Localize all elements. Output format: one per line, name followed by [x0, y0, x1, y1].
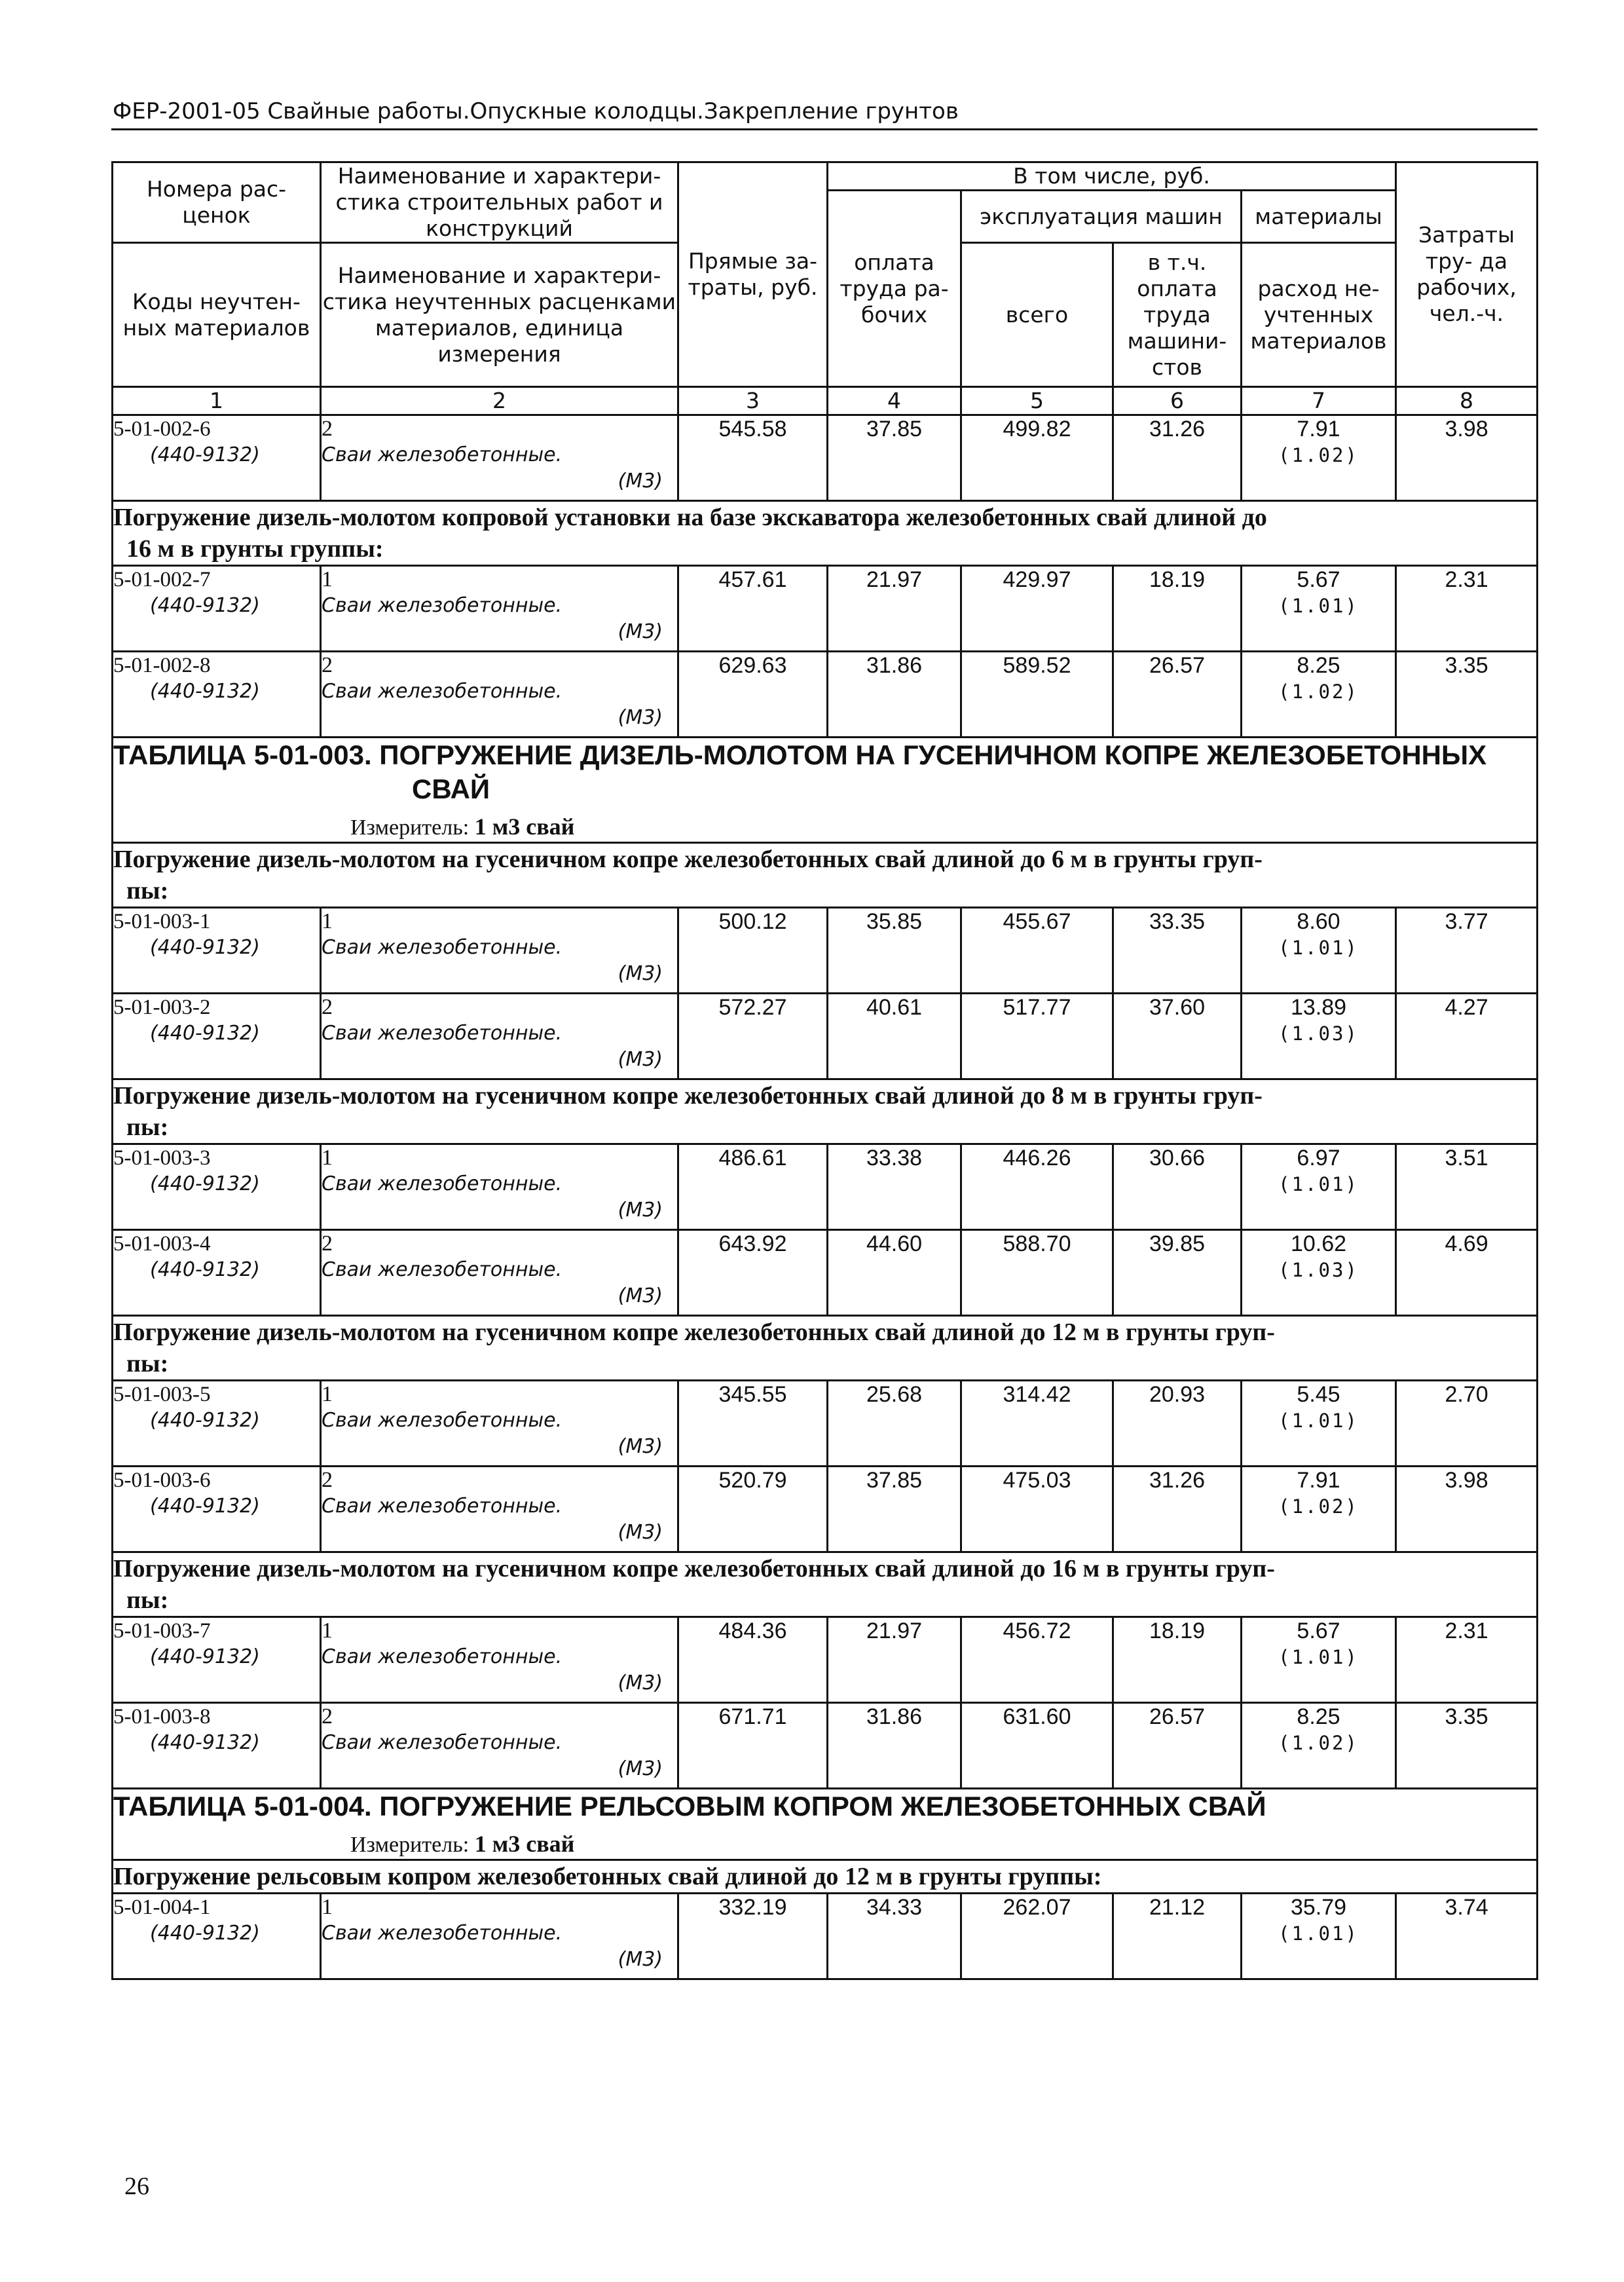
name-cell [321, 1703, 678, 1789]
rate-code: 5-01-002-7 [113, 568, 211, 591]
material-unit: (М3) [618, 1284, 663, 1307]
direct-costs: 671.71 [678, 1703, 828, 1789]
materials-cost: 8.25 [1297, 653, 1340, 678]
direct-costs: 457.61 [678, 566, 828, 652]
material-name: Сваи железобетонные. [322, 1172, 563, 1195]
materials-cost: 35.79 [1290, 1895, 1347, 1920]
materials-cell [1242, 415, 1396, 501]
colnum-1: 1 [113, 387, 321, 415]
table-row [113, 415, 1538, 501]
machines-total: 588.70 [961, 1230, 1113, 1316]
worker-pay: 25.68 [828, 1381, 961, 1467]
machines-total: 429.97 [961, 566, 1113, 652]
material-consumption: (1.02) [1278, 444, 1359, 466]
worker-pay: 44.60 [828, 1230, 961, 1316]
worker-pay: 33.38 [828, 1144, 961, 1230]
worker-pay: 40.61 [828, 994, 961, 1079]
machinist-pay: 21.12 [1113, 1894, 1242, 1979]
material-consumption: (1.01) [1278, 1410, 1359, 1432]
head-direct-costs: Прямые за- траты, руб. [678, 162, 828, 387]
table-row [113, 994, 1538, 1079]
machines-total: 455.67 [961, 908, 1113, 994]
header-rule [111, 128, 1538, 130]
section-heading-row [113, 1079, 1538, 1144]
table-row [113, 1894, 1538, 1979]
material-consumption: (1.01) [1278, 595, 1359, 617]
table-row [113, 1617, 1538, 1703]
name-cell [321, 1381, 678, 1467]
material-code: (440-9132) [150, 1645, 260, 1668]
section-heading [113, 1860, 1538, 1894]
soil-group: 1 [322, 909, 333, 933]
material-unit: (М3) [618, 1672, 663, 1694]
colnum-3: 3 [678, 387, 828, 415]
section-heading-line2: 16 м в грунты группы: [126, 535, 384, 563]
head-rate-numbers: Номера рас- ценок [113, 162, 321, 243]
table-row [113, 1703, 1538, 1789]
labor-hours: 2.70 [1396, 1381, 1538, 1467]
machines-total: 456.72 [961, 1617, 1113, 1703]
materials-cell [1242, 652, 1396, 738]
direct-costs: 629.63 [678, 652, 828, 738]
table-row [113, 1381, 1538, 1467]
worker-pay: 31.86 [828, 652, 961, 738]
rate-code: 5-01-003-4 [113, 1232, 211, 1256]
material-code: (440-9132) [150, 443, 260, 466]
section-heading-line2: пы: [126, 1113, 169, 1141]
worker-pay: 37.85 [828, 1467, 961, 1552]
direct-costs: 500.12 [678, 908, 828, 994]
machinist-pay: 31.26 [1113, 1467, 1242, 1552]
material-name: Сваи железобетонные. [322, 594, 563, 617]
material-code: (440-9132) [150, 1495, 260, 1518]
machinist-pay: 33.35 [1113, 908, 1242, 994]
section-heading [113, 1552, 1538, 1617]
machines-total: 517.77 [961, 994, 1113, 1079]
column-numbers-row [113, 387, 1538, 415]
name-cell [321, 1617, 678, 1703]
machines-total: 262.07 [961, 1894, 1113, 1979]
machines-total: 475.03 [961, 1467, 1113, 1552]
table-title-row [113, 738, 1538, 843]
section-heading-row [113, 1316, 1538, 1381]
rate-code: 5-01-003-7 [113, 1619, 211, 1643]
labor-hours: 3.98 [1396, 1467, 1538, 1552]
head-labor-hours: Затраты тру- да рабочих, чел.-ч. [1396, 162, 1538, 387]
materials-cell [1242, 1703, 1396, 1789]
labor-hours: 2.31 [1396, 1617, 1538, 1703]
direct-costs: 572.27 [678, 994, 828, 1079]
section-heading-line2: пы: [126, 1586, 169, 1614]
rate-code-cell [113, 994, 321, 1079]
machines-total: 631.60 [961, 1703, 1113, 1789]
material-name: Сваи железобетонные. [322, 1495, 563, 1518]
material-consumption: (1.02) [1278, 1732, 1359, 1754]
material-consumption: (1.02) [1278, 1495, 1359, 1518]
name-cell [321, 1894, 678, 1979]
head-materials: материалы [1242, 191, 1396, 243]
rate-code-cell [113, 1894, 321, 1979]
materials-cell [1242, 1381, 1396, 1467]
materials-cost: 7.91 [1297, 417, 1340, 441]
section-heading-line1: Погружение дизель-молотом на гусеничном копре железобетонных свай длиной до 16 м в грунты груп- [113, 1555, 1275, 1582]
machinist-pay: 31.26 [1113, 415, 1242, 501]
material-name: Сваи железобетонные. [322, 443, 563, 466]
materials-cost: 7.91 [1297, 1468, 1340, 1493]
section-heading [113, 501, 1538, 566]
material-code: (440-9132) [150, 936, 260, 959]
materials-cell [1242, 994, 1396, 1079]
table-row [113, 652, 1538, 738]
colnum-7: 7 [1242, 387, 1396, 415]
rate-code-cell [113, 1230, 321, 1316]
material-consumption: (1.01) [1278, 1922, 1359, 1945]
machinist-pay: 26.57 [1113, 652, 1242, 738]
material-unit: (М3) [618, 962, 663, 985]
direct-costs: 484.36 [678, 1617, 828, 1703]
material-name: Сваи железобетонные. [322, 680, 563, 703]
machines-total: 314.42 [961, 1381, 1113, 1467]
colnum-4: 4 [828, 387, 961, 415]
material-code: (440-9132) [150, 594, 260, 617]
measure-value: 1 м3 свай [474, 1831, 575, 1857]
labor-hours: 3.51 [1396, 1144, 1538, 1230]
head-material-codes: Коды неучтен- ных материалов [113, 243, 321, 387]
machines-total: 446.26 [961, 1144, 1113, 1230]
materials-cell [1242, 1894, 1396, 1979]
soil-group: 2 [322, 1704, 333, 1729]
name-cell [321, 1144, 678, 1230]
section-heading-line2: пы: [126, 1350, 169, 1377]
head-machines-total: всего [961, 243, 1113, 387]
measure-value: 1 м3 свай [474, 814, 575, 840]
machinist-pay: 30.66 [1113, 1144, 1242, 1230]
name-cell [321, 908, 678, 994]
name-cell [321, 1230, 678, 1316]
machinist-pay: 20.93 [1113, 1381, 1242, 1467]
section-heading-line1: Погружение дизель-молотом на гусеничном копре железобетонных свай длиной до 6 м в грунты груп- [113, 846, 1263, 873]
labor-hours: 2.31 [1396, 566, 1538, 652]
head-work-name: Наименование и характери- стика строительных работ и конструкций [321, 162, 678, 243]
machinist-pay: 18.19 [1113, 1617, 1242, 1703]
table-row [113, 1467, 1538, 1552]
soil-group: 1 [322, 567, 333, 591]
rate-code-cell [113, 1467, 321, 1552]
rate-code-cell [113, 1144, 321, 1230]
worker-pay: 35.85 [828, 908, 961, 994]
material-unit: (М3) [618, 1048, 663, 1071]
direct-costs: 643.92 [678, 1230, 828, 1316]
materials-cost: 8.60 [1297, 909, 1340, 934]
direct-costs: 520.79 [678, 1467, 828, 1552]
table-title-line1: ТАБЛИЦА 5-01-004. ПОГРУЖЕНИЕ РЕЛЬСОВЫМ КОПРОМ ЖЕЛЕЗОБЕТОННЫХ СВАЙ [113, 1791, 1266, 1822]
machinist-pay: 26.57 [1113, 1703, 1242, 1789]
soil-group: 1 [322, 1895, 333, 1919]
rate-code: 5-01-003-3 [113, 1146, 211, 1170]
direct-costs: 345.55 [678, 1381, 828, 1467]
section-heading-line1: Погружение дизель-молотом копровой установки на базе экскаватора железобетонных свай длиной до [113, 504, 1267, 531]
head-machinist-pay: в т.ч. оплата труда машини- стов [1113, 243, 1242, 387]
section-heading-row [113, 843, 1538, 908]
direct-costs: 486.61 [678, 1144, 828, 1230]
material-unit: (М3) [618, 470, 663, 493]
table-row [113, 1230, 1538, 1316]
rate-code-cell [113, 566, 321, 652]
table-row [113, 566, 1538, 652]
soil-group: 2 [322, 417, 333, 441]
material-consumption: (1.03) [1278, 1259, 1359, 1281]
name-cell [321, 1467, 678, 1552]
rate-code: 5-01-003-2 [113, 996, 211, 1019]
material-consumption: (1.01) [1278, 937, 1359, 959]
measure-label: Измеритель: [350, 815, 470, 840]
soil-group: 2 [322, 653, 333, 677]
materials-cost: 13.89 [1290, 995, 1347, 1020]
materials-cell [1242, 566, 1396, 652]
rate-code: 5-01-002-8 [113, 654, 211, 677]
direct-costs: 332.19 [678, 1894, 828, 1979]
material-code: (440-9132) [150, 680, 260, 703]
machines-total: 589.52 [961, 652, 1113, 738]
name-cell [321, 415, 678, 501]
rate-code: 5-01-004-1 [113, 1896, 211, 1919]
material-consumption: (1.03) [1278, 1022, 1359, 1045]
colnum-6: 6 [1113, 387, 1242, 415]
material-name: Сваи железобетонные. [322, 1645, 563, 1668]
soil-group: 2 [322, 1468, 333, 1492]
colnum-5: 5 [961, 387, 1113, 415]
colnum-8: 8 [1396, 387, 1538, 415]
materials-cell [1242, 1144, 1396, 1230]
rate-code-cell [113, 1703, 321, 1789]
section-heading [113, 1316, 1538, 1381]
page-number: 26 [124, 2173, 149, 2200]
labor-hours: 3.35 [1396, 1703, 1538, 1789]
material-name: Сваи железобетонные. [322, 1922, 563, 1945]
table-title-line1: ТАБЛИЦА 5-01-003. ПОГРУЖЕНИЕ ДИЗЕЛЬ-МОЛОТОМ НА ГУСЕНИЧНОМ КОПРЕ ЖЕЛЕЗОБЕТОННЫХ [113, 739, 1487, 770]
machinist-pay: 18.19 [1113, 566, 1242, 652]
section-heading-row [113, 1860, 1538, 1894]
table-title-line2: СВАЙ [412, 774, 490, 804]
material-name: Сваи железобетонные. [322, 1731, 563, 1754]
table-row [113, 1144, 1538, 1230]
material-unit: (М3) [618, 1521, 663, 1544]
material-code: (440-9132) [150, 1022, 260, 1045]
soil-group: 1 [322, 1146, 333, 1170]
soil-group: 2 [322, 1231, 333, 1256]
machines-total: 499.82 [961, 415, 1113, 501]
materials-cell [1242, 1467, 1396, 1552]
material-unit: (М3) [618, 1199, 663, 1222]
material-code: (440-9132) [150, 1172, 260, 1195]
material-code: (440-9132) [150, 1731, 260, 1754]
measure-unit [113, 806, 1536, 842]
material-code: (440-9132) [150, 1409, 260, 1432]
head-material-consumption: расход не- учтенных материалов [1242, 243, 1396, 387]
labor-hours: 3.98 [1396, 415, 1538, 501]
labor-hours: 3.35 [1396, 652, 1538, 738]
head-including: В том числе, руб. [828, 162, 1396, 191]
materials-cell [1242, 1230, 1396, 1316]
rate-code-cell [113, 908, 321, 994]
section-heading-row [113, 1552, 1538, 1617]
material-unit: (М3) [618, 706, 663, 729]
worker-pay: 21.97 [828, 1617, 961, 1703]
head-worker-pay: оплата труда ра- бочих [828, 191, 961, 387]
machinist-pay: 39.85 [1113, 1230, 1242, 1316]
rate-code: 5-01-003-5 [113, 1383, 211, 1406]
soil-group: 1 [322, 1382, 333, 1406]
material-name: Сваи железобетонные. [322, 1258, 563, 1281]
materials-cost: 8.25 [1297, 1704, 1340, 1729]
rate-code-cell [113, 1617, 321, 1703]
material-code: (440-9132) [150, 1922, 260, 1945]
soil-group: 2 [322, 995, 333, 1019]
material-consumption: (1.02) [1278, 681, 1359, 703]
rate-code-cell [113, 652, 321, 738]
worker-pay: 21.97 [828, 566, 961, 652]
section-heading-line1: Погружение дизель-молотом на гусеничном копре железобетонных свай длиной до 8 м в грунты груп- [113, 1082, 1263, 1110]
material-unit: (М3) [618, 1757, 663, 1780]
section-heading [113, 1079, 1538, 1144]
rate-code: 5-01-003-8 [113, 1705, 211, 1729]
table-title [113, 738, 1538, 843]
section-heading-row [113, 501, 1538, 566]
name-cell [321, 994, 678, 1079]
worker-pay: 34.33 [828, 1894, 961, 1979]
materials-cost: 6.97 [1297, 1146, 1340, 1170]
materials-cell [1242, 1617, 1396, 1703]
material-name: Сваи железобетонные. [322, 1022, 563, 1045]
labor-hours: 3.77 [1396, 908, 1538, 994]
material-unit: (М3) [618, 1948, 663, 1971]
material-name: Сваи железобетонные. [322, 936, 563, 959]
head-machines: эксплуатация машин [961, 191, 1242, 243]
material-unit: (М3) [618, 620, 663, 643]
materials-cost: 10.62 [1290, 1231, 1347, 1256]
table-title [113, 1789, 1538, 1860]
soil-group: 1 [322, 1618, 333, 1643]
materials-cost: 5.67 [1297, 567, 1340, 592]
rate-code: 5-01-002-6 [113, 417, 211, 441]
head-material-name: Наименование и характери- стика неучтенных расценками материалов, единица измерения [321, 243, 678, 387]
running-header: ФЕР-2001-05 Свайные работы.Опускные колодцы.Закрепление грунтов [113, 98, 959, 124]
rate-code-cell [113, 1381, 321, 1467]
materials-cost: 5.67 [1297, 1618, 1340, 1643]
material-code: (440-9132) [150, 1258, 260, 1281]
section-heading [113, 843, 1538, 908]
name-cell [321, 566, 678, 652]
section-heading-line1: Погружение рельсовым копром железобетонных свай длиной до 12 м в грунты группы: [113, 1863, 1102, 1890]
material-name: Сваи железобетонные. [322, 1409, 563, 1432]
labor-hours: 4.69 [1396, 1230, 1538, 1316]
rate-code: 5-01-003-1 [113, 910, 211, 933]
measure-label: Измеритель: [350, 1833, 470, 1857]
labor-hours: 3.74 [1396, 1894, 1538, 1979]
worker-pay: 31.86 [828, 1703, 961, 1789]
materials-cost: 5.45 [1297, 1382, 1340, 1407]
price-table [111, 161, 1538, 1980]
colnum-2: 2 [321, 387, 678, 415]
section-heading-line1: Погружение дизель-молотом на гусеничном копре железобетонных свай длиной до 12 м в грунты груп- [113, 1319, 1275, 1346]
worker-pay: 37.85 [828, 415, 961, 501]
machinist-pay: 37.60 [1113, 994, 1242, 1079]
rate-code: 5-01-003-6 [113, 1468, 211, 1492]
table-row [113, 908, 1538, 994]
material-consumption: (1.01) [1278, 1646, 1359, 1668]
direct-costs: 545.58 [678, 415, 828, 501]
material-consumption: (1.01) [1278, 1173, 1359, 1195]
measure-unit [113, 1824, 1536, 1859]
name-cell [321, 652, 678, 738]
table-title-row [113, 1789, 1538, 1860]
labor-hours: 4.27 [1396, 994, 1538, 1079]
rate-code-cell [113, 415, 321, 501]
materials-cell [1242, 908, 1396, 994]
section-heading-line2: пы: [126, 877, 169, 905]
material-unit: (М3) [618, 1435, 663, 1458]
